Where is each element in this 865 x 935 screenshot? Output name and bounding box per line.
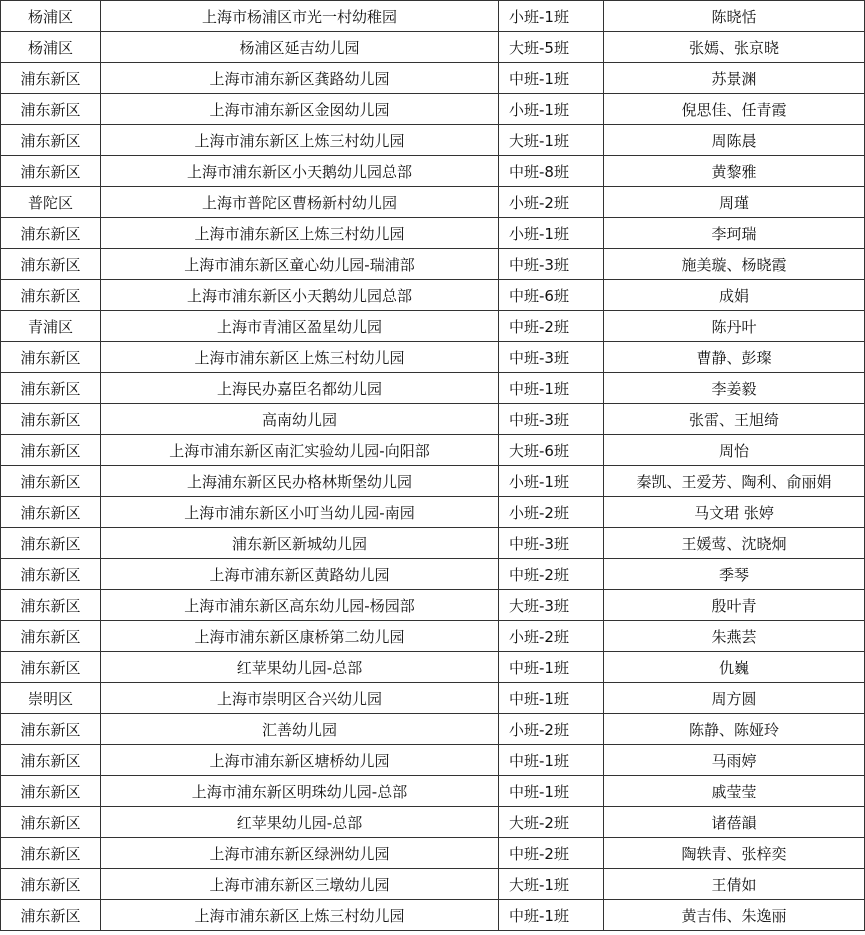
table-row <box>1 621 865 652</box>
class-cell: 中班-1班 <box>499 652 604 683</box>
class-cell: 小班-2班 <box>499 621 604 652</box>
school-name-cell: 上海市浦东新区金囡幼儿园 <box>101 94 499 125</box>
school-name-cell: 浦东新区新城幼儿园 <box>101 528 499 559</box>
table-row <box>1 373 865 404</box>
school-name-cell: 上海市浦东新区南汇实验幼儿园-向阳部 <box>101 435 499 466</box>
class-cell: 中班-1班 <box>499 776 604 807</box>
class-cell: 小班-2班 <box>499 497 604 528</box>
class-cell: 小班-1班 <box>499 466 604 497</box>
district-cell: 杨浦区 <box>1 32 101 63</box>
roster-table-body <box>1 1 865 931</box>
teacher-cell: 周瑾 <box>604 187 865 218</box>
district-cell: 浦东新区 <box>1 404 101 435</box>
school-name-cell: 上海市浦东新区上炼三村幼儿园 <box>101 125 499 156</box>
school-name-cell: 上海市崇明区合兴幼儿园 <box>101 683 499 714</box>
teacher-cell: 施美璇、杨晓霞 <box>604 249 865 280</box>
class-cell: 中班-1班 <box>499 63 604 94</box>
teacher-cell: 张雷、王旭绮 <box>604 404 865 435</box>
teacher-cell: 陶轶青、张梓奕 <box>604 838 865 869</box>
district-cell: 浦东新区 <box>1 280 101 311</box>
teacher-cell: 诸蓓韻 <box>604 807 865 838</box>
table-row <box>1 590 865 621</box>
teacher-cell: 周陈晨 <box>604 125 865 156</box>
table-row <box>1 1 865 32</box>
class-cell: 大班-2班 <box>499 807 604 838</box>
district-cell: 浦东新区 <box>1 156 101 187</box>
school-name-cell: 上海市浦东新区黄路幼儿园 <box>101 559 499 590</box>
school-name-cell: 上海浦东新区民办格林斯堡幼儿园 <box>101 466 499 497</box>
class-cell: 中班-2班 <box>499 838 604 869</box>
district-cell: 浦东新区 <box>1 218 101 249</box>
school-name-cell: 上海市浦东新区康桥第二幼儿园 <box>101 621 499 652</box>
school-name-cell: 上海市浦东新区小天鹅幼儿园总部 <box>101 280 499 311</box>
teacher-cell: 黄黎雅 <box>604 156 865 187</box>
district-cell: 普陀区 <box>1 187 101 218</box>
school-name-cell: 上海市普陀区曹杨新村幼儿园 <box>101 187 499 218</box>
district-cell: 浦东新区 <box>1 373 101 404</box>
class-cell: 中班-8班 <box>499 156 604 187</box>
teacher-cell: 陈静、陈娅玲 <box>604 714 865 745</box>
school-name-cell: 上海民办嘉臣名都幼儿园 <box>101 373 499 404</box>
school-name-cell: 上海市浦东新区小叮当幼儿园-南园 <box>101 497 499 528</box>
teacher-cell: 马雨婷 <box>604 745 865 776</box>
table-row <box>1 900 865 931</box>
teacher-cell: 黄吉伟、朱逸丽 <box>604 900 865 931</box>
class-cell: 中班-3班 <box>499 342 604 373</box>
district-cell: 杨浦区 <box>1 1 101 32</box>
teacher-cell: 仇巍 <box>604 652 865 683</box>
teacher-cell: 苏景渊 <box>604 63 865 94</box>
school-name-cell: 上海市浦东新区童心幼儿园-瑞浦部 <box>101 249 499 280</box>
class-cell: 大班-6班 <box>499 435 604 466</box>
table-row <box>1 94 865 125</box>
district-cell: 浦东新区 <box>1 776 101 807</box>
table-row <box>1 776 865 807</box>
table-row <box>1 466 865 497</box>
table-row <box>1 745 865 776</box>
table-row <box>1 218 865 249</box>
school-name-cell: 上海市浦东新区上炼三村幼儿园 <box>101 342 499 373</box>
class-cell: 中班-1班 <box>499 683 604 714</box>
district-cell: 浦东新区 <box>1 745 101 776</box>
table-row <box>1 249 865 280</box>
table-row <box>1 404 865 435</box>
teacher-cell: 秦凯、王爱芳、陶利、俞丽娟 <box>604 466 865 497</box>
district-cell: 浦东新区 <box>1 807 101 838</box>
class-cell: 中班-3班 <box>499 528 604 559</box>
district-cell: 浦东新区 <box>1 63 101 94</box>
class-cell: 大班-5班 <box>499 32 604 63</box>
class-cell: 小班-1班 <box>499 1 604 32</box>
district-cell: 浦东新区 <box>1 590 101 621</box>
district-cell: 浦东新区 <box>1 559 101 590</box>
school-name-cell: 上海市浦东新区高东幼儿园-杨园部 <box>101 590 499 621</box>
district-cell: 浦东新区 <box>1 528 101 559</box>
table-row <box>1 683 865 714</box>
district-cell: 浦东新区 <box>1 900 101 931</box>
school-name-cell: 上海市浦东新区三墩幼儿园 <box>101 869 499 900</box>
class-cell: 中班-2班 <box>499 559 604 590</box>
teacher-cell: 王媛莺、沈晓炯 <box>604 528 865 559</box>
school-name-cell: 高南幼儿园 <box>101 404 499 435</box>
table-row <box>1 714 865 745</box>
table-row <box>1 187 865 218</box>
class-cell: 小班-1班 <box>499 218 604 249</box>
district-cell: 浦东新区 <box>1 466 101 497</box>
class-cell: 中班-1班 <box>499 900 604 931</box>
teacher-cell: 张嫣、张京晓 <box>604 32 865 63</box>
table-row <box>1 652 865 683</box>
teacher-cell: 陈晓恬 <box>604 1 865 32</box>
district-cell: 浦东新区 <box>1 621 101 652</box>
teacher-cell: 周怡 <box>604 435 865 466</box>
district-cell: 浦东新区 <box>1 94 101 125</box>
school-name-cell: 红苹果幼儿园-总部 <box>101 652 499 683</box>
teacher-cell: 戚莹莹 <box>604 776 865 807</box>
teacher-cell: 李姜毅 <box>604 373 865 404</box>
teacher-cell: 季琴 <box>604 559 865 590</box>
teacher-cell: 马文珺 张婷 <box>604 497 865 528</box>
table-row <box>1 497 865 528</box>
school-name-cell: 杨浦区延吉幼儿园 <box>101 32 499 63</box>
teacher-cell: 殷叶青 <box>604 590 865 621</box>
table-row <box>1 342 865 373</box>
class-cell: 大班-1班 <box>499 869 604 900</box>
teacher-cell: 曹静、彭璨 <box>604 342 865 373</box>
school-name-cell: 上海市浦东新区塘桥幼儿园 <box>101 745 499 776</box>
school-name-cell: 上海市浦东新区明珠幼儿园-总部 <box>101 776 499 807</box>
district-cell: 浦东新区 <box>1 869 101 900</box>
district-cell: 浦东新区 <box>1 652 101 683</box>
district-cell: 浦东新区 <box>1 838 101 869</box>
school-name-cell: 上海市浦东新区上炼三村幼儿园 <box>101 218 499 249</box>
teacher-cell: 周方圆 <box>604 683 865 714</box>
class-cell: 中班-3班 <box>499 249 604 280</box>
table-row <box>1 559 865 590</box>
class-cell: 小班-1班 <box>499 94 604 125</box>
teacher-cell: 王倩如 <box>604 869 865 900</box>
school-name-cell: 上海市浦东新区小天鹅幼儿园总部 <box>101 156 499 187</box>
table-row <box>1 838 865 869</box>
table-row <box>1 807 865 838</box>
table-row <box>1 156 865 187</box>
class-cell: 中班-3班 <box>499 404 604 435</box>
district-cell: 青浦区 <box>1 311 101 342</box>
school-name-cell: 上海市浦东新区龚路幼儿园 <box>101 63 499 94</box>
table-row <box>1 63 865 94</box>
table-row <box>1 125 865 156</box>
class-cell: 中班-1班 <box>499 373 604 404</box>
district-cell: 浦东新区 <box>1 249 101 280</box>
district-cell: 浦东新区 <box>1 342 101 373</box>
school-name-cell: 汇善幼儿园 <box>101 714 499 745</box>
class-cell: 小班-2班 <box>499 714 604 745</box>
table-row <box>1 869 865 900</box>
teacher-cell: 李珂瑞 <box>604 218 865 249</box>
table-row <box>1 32 865 63</box>
table-row <box>1 311 865 342</box>
table-row <box>1 435 865 466</box>
teacher-cell: 成娟 <box>604 280 865 311</box>
school-name-cell: 红苹果幼儿园-总部 <box>101 807 499 838</box>
school-name-cell: 上海市杨浦区市光一村幼稚园 <box>101 1 499 32</box>
school-name-cell: 上海市浦东新区上炼三村幼儿园 <box>101 900 499 931</box>
district-cell: 浦东新区 <box>1 714 101 745</box>
class-cell: 中班-1班 <box>499 745 604 776</box>
teacher-cell: 陈丹叶 <box>604 311 865 342</box>
class-cell: 大班-1班 <box>499 125 604 156</box>
district-cell: 浦东新区 <box>1 125 101 156</box>
district-cell: 浦东新区 <box>1 435 101 466</box>
class-cell: 中班-6班 <box>499 280 604 311</box>
class-cell: 大班-3班 <box>499 590 604 621</box>
teacher-cell: 倪思佳、任青霞 <box>604 94 865 125</box>
school-name-cell: 上海市浦东新区绿洲幼儿园 <box>101 838 499 869</box>
district-cell: 浦东新区 <box>1 497 101 528</box>
table-row <box>1 280 865 311</box>
class-cell: 中班-2班 <box>499 311 604 342</box>
teacher-cell: 朱燕芸 <box>604 621 865 652</box>
school-name-cell: 上海市青浦区盈星幼儿园 <box>101 311 499 342</box>
table-row <box>1 528 865 559</box>
district-cell: 崇明区 <box>1 683 101 714</box>
class-cell: 小班-2班 <box>499 187 604 218</box>
